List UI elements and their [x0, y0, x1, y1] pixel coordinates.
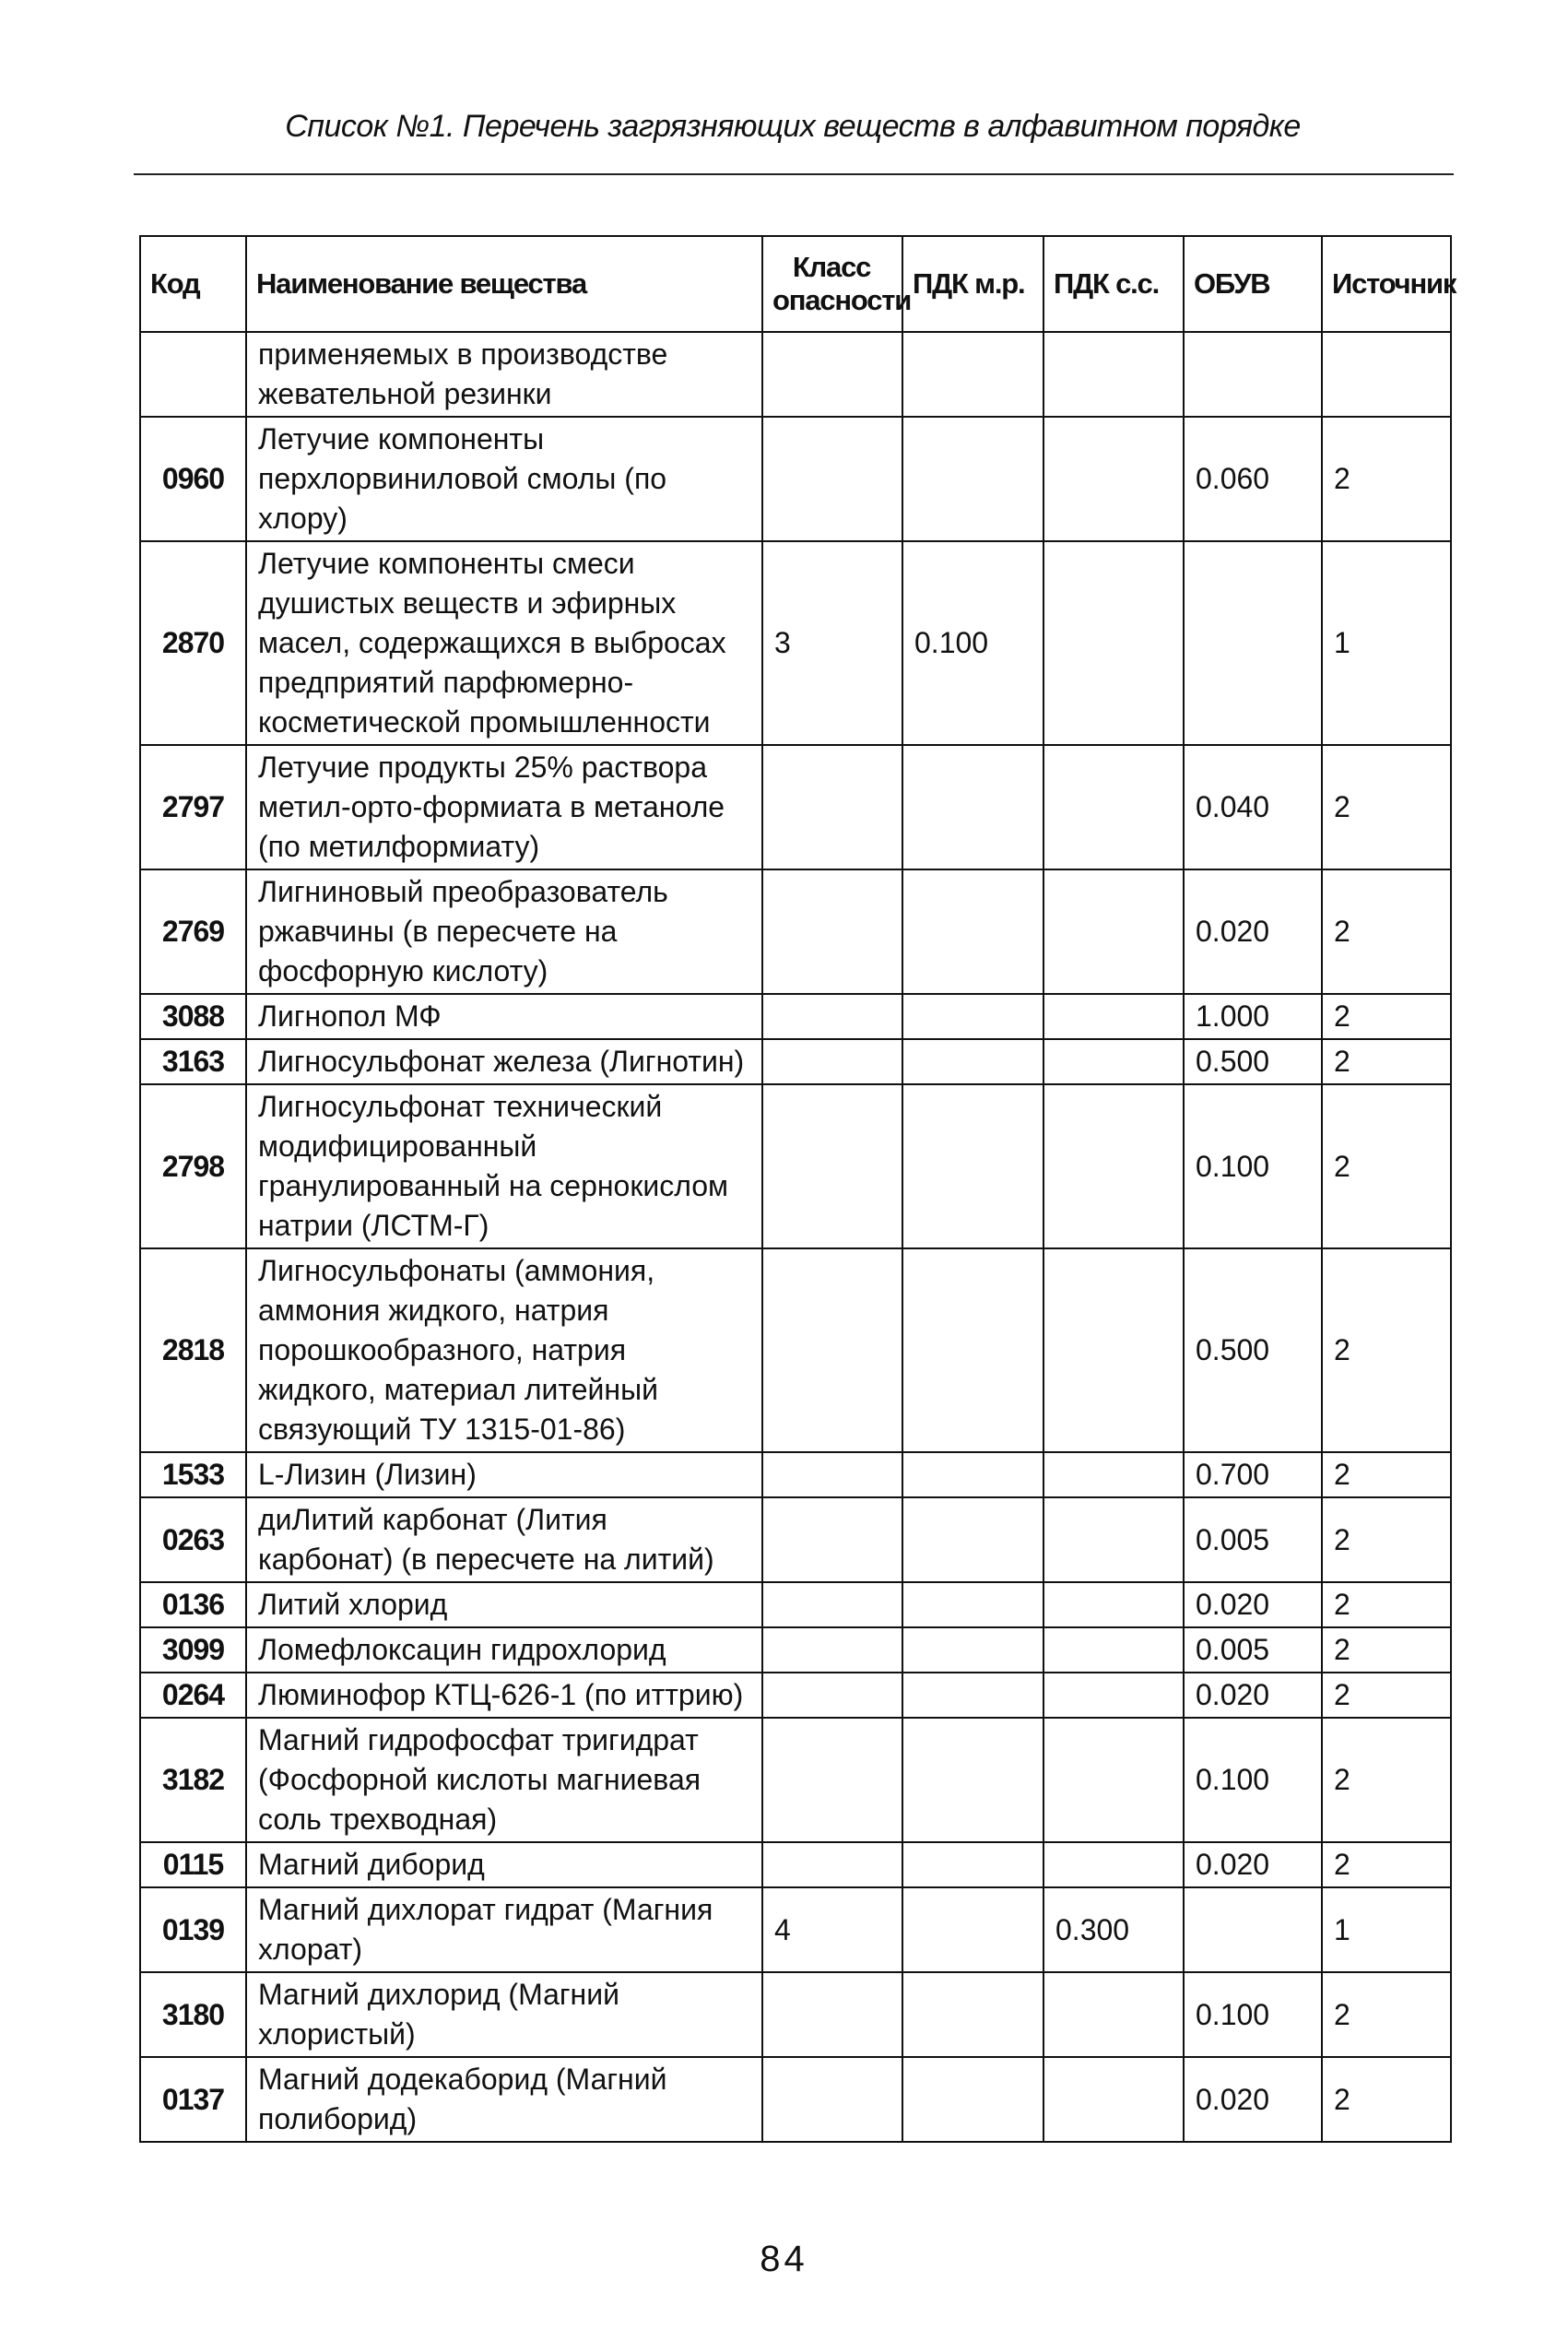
cell-pdk-ss	[1043, 1039, 1184, 1084]
cell-obuv: 0.020	[1184, 1582, 1322, 1627]
cell-obuv: 0.005	[1184, 1497, 1322, 1582]
cell-hazard-class	[762, 1084, 902, 1248]
cell-source: 2	[1322, 1452, 1451, 1497]
cell-obuv: 0.020	[1184, 1673, 1322, 1718]
cell-obuv: 0.005	[1184, 1627, 1322, 1673]
cell-source: 2	[1322, 869, 1451, 994]
column-header-code: Код	[140, 236, 246, 332]
cell-pdk-mr	[902, 1972, 1043, 2057]
cell-code: 3182	[140, 1718, 246, 1842]
cell-pdk-ss	[1043, 1673, 1184, 1718]
cell-obuv	[1184, 541, 1322, 745]
column-header-hazard-class: Класс опасности	[762, 236, 902, 332]
cell-obuv: 1.000	[1184, 994, 1322, 1039]
cell-hazard-class	[762, 1497, 902, 1582]
cell-pdk-ss	[1043, 2057, 1184, 2142]
table-row	[140, 1972, 1451, 2057]
cell-source: 2	[1322, 745, 1451, 869]
cell-name: L-Лизин (Лизин)	[246, 1452, 762, 1497]
cell-code: 3088	[140, 994, 246, 1039]
cell-hazard-class	[762, 1972, 902, 2057]
cell-name: Магний гидрофосфат тригидрат (Фосфорной кислоты магниевая соль трехводная)	[246, 1718, 762, 1842]
cell-hazard-class	[762, 1248, 902, 1452]
cell-pdk-ss	[1043, 1718, 1184, 1842]
table-row	[140, 541, 1451, 745]
cell-hazard-class	[762, 332, 902, 417]
cell-pdk-mr	[902, 1039, 1043, 1084]
cell-code: 3099	[140, 1627, 246, 1673]
table-row	[140, 1582, 1451, 1627]
cell-name: Ломефлоксацин гидрохлорид	[246, 1627, 762, 1673]
cell-pdk-mr	[902, 1497, 1043, 1582]
cell-pdk-ss	[1043, 1842, 1184, 1887]
cell-pdk-ss	[1043, 869, 1184, 994]
cell-obuv: 0.500	[1184, 1039, 1322, 1084]
cell-obuv: 0.020	[1184, 869, 1322, 994]
cell-pdk-ss	[1043, 994, 1184, 1039]
cell-pdk-mr	[902, 1084, 1043, 1248]
cell-pdk-mr	[902, 2057, 1043, 2142]
cell-obuv: 0.700	[1184, 1452, 1322, 1497]
cell-code: 2798	[140, 1084, 246, 1248]
cell-pdk-ss	[1043, 417, 1184, 541]
cell-pdk-mr	[902, 1627, 1043, 1673]
cell-pdk-mr	[902, 1582, 1043, 1627]
cell-pdk-ss	[1043, 1627, 1184, 1673]
table-row	[140, 2057, 1451, 2142]
cell-hazard-class	[762, 2057, 902, 2142]
cell-source: 2	[1322, 2057, 1451, 2142]
cell-pdk-ss	[1043, 745, 1184, 869]
page-header-title: Список №1. Перечень загрязняющих веществ в алфавитном порядке	[285, 109, 1301, 144]
cell-pdk-mr: 0.100	[902, 541, 1043, 745]
cell-pdk-ss	[1043, 541, 1184, 745]
cell-obuv: 0.100	[1184, 1972, 1322, 2057]
cell-code: 1533	[140, 1452, 246, 1497]
table-row	[140, 1497, 1451, 1582]
cell-name: Лигнопол МФ	[246, 994, 762, 1039]
cell-pdk-ss	[1043, 1582, 1184, 1627]
cell-name: Летучие компоненты перхлорвиниловой смолы (по хлору)	[246, 417, 762, 541]
cell-pdk-ss	[1043, 1084, 1184, 1248]
cell-obuv: 0.500	[1184, 1248, 1322, 1452]
column-header-name: Наименование вещества	[246, 236, 762, 332]
table-header	[140, 236, 1456, 332]
cell-pdk-mr	[902, 1248, 1043, 1452]
cell-source: 1	[1322, 1887, 1451, 1972]
cell-name: Лигносульфонат железа (Лигнотин)	[246, 1039, 762, 1084]
table-row	[140, 417, 1451, 541]
cell-source: 2	[1322, 1718, 1451, 1842]
cell-hazard-class	[762, 1718, 902, 1842]
cell-hazard-class	[762, 745, 902, 869]
cell-hazard-class	[762, 1842, 902, 1887]
cell-obuv	[1184, 332, 1322, 417]
cell-pdk-ss	[1043, 1452, 1184, 1497]
cell-pdk-mr	[902, 417, 1043, 541]
cell-hazard-class	[762, 869, 902, 994]
page-number: 84	[760, 2239, 808, 2279]
cell-hazard-class	[762, 1039, 902, 1084]
cell-source: 2	[1322, 1627, 1451, 1673]
cell-code: 2870	[140, 541, 246, 745]
cell-name: Лигносульфонаты (аммония, аммония жидкого, натрия порошкообразного, натрия жидкого, материал литейный связующий ТУ 1315-01-86)	[246, 1248, 762, 1452]
cell-code: 0960	[140, 417, 246, 541]
cell-pdk-mr	[902, 994, 1043, 1039]
cell-obuv: 0.020	[1184, 1842, 1322, 1887]
cell-hazard-class: 3	[762, 541, 902, 745]
table-row	[140, 869, 1451, 994]
cell-pdk-mr	[902, 869, 1043, 994]
cell-hazard-class	[762, 417, 902, 541]
cell-obuv: 0.100	[1184, 1718, 1322, 1842]
cell-pdk-ss	[1043, 1972, 1184, 2057]
table-row	[140, 994, 1451, 1039]
table-row	[140, 332, 1451, 417]
column-header-source: Источник	[1322, 236, 1451, 332]
cell-name: Люминофор КТЦ-626-1 (по иттрию)	[246, 1673, 762, 1718]
cell-name: диЛитий карбонат (Лития карбонат) (в пересчете на литий)	[246, 1497, 762, 1582]
cell-pdk-ss	[1043, 1497, 1184, 1582]
cell-pdk-mr	[902, 1842, 1043, 1887]
cell-name: Магний дихлорид (Магний хлористый)	[246, 1972, 762, 2057]
cell-name: Лигносульфонат технический модифицированный гранулированный на сернокислом натрии (ЛСТМ-Г)	[246, 1084, 762, 1248]
table-row	[140, 1248, 1451, 1452]
cell-code: 0139	[140, 1887, 246, 1972]
cell-hazard-class	[762, 1452, 902, 1497]
cell-code: 2797	[140, 745, 246, 869]
cell-source: 2	[1322, 1673, 1451, 1718]
cell-hazard-class	[762, 1673, 902, 1718]
cell-source: 1	[1322, 541, 1451, 745]
table-body	[140, 332, 1451, 2142]
cell-name: Магний додекаборид (Магний полиборид)	[246, 2057, 762, 2142]
cell-pdk-mr	[902, 1452, 1043, 1497]
cell-obuv: 0.040	[1184, 745, 1322, 869]
table-row	[140, 1084, 1451, 1248]
table-row	[140, 1887, 1451, 1972]
cell-source: 2	[1322, 1248, 1451, 1452]
cell-source: 2	[1322, 994, 1451, 1039]
column-header-pdk-ss: ПДК с.с.	[1043, 236, 1184, 332]
cell-name: применяемых в производстве жевательной резинки	[246, 332, 762, 417]
cell-source: 2	[1322, 1582, 1451, 1627]
cell-obuv: 0.060	[1184, 417, 1322, 541]
cell-pdk-ss	[1043, 1248, 1184, 1452]
cell-code: 0137	[140, 2057, 246, 2142]
cell-code: 3163	[140, 1039, 246, 1084]
cell-hazard-class: 4	[762, 1887, 902, 1972]
cell-pdk-mr	[902, 1673, 1043, 1718]
cell-hazard-class	[762, 1582, 902, 1627]
cell-name: Литий хлорид	[246, 1582, 762, 1627]
table-header-row	[140, 236, 1451, 332]
cell-obuv	[1184, 1887, 1322, 1972]
cell-source: 2	[1322, 1084, 1451, 1248]
cell-source: 2	[1322, 1972, 1451, 2057]
cell-name: Магний диборид	[246, 1842, 762, 1887]
cell-pdk-mr	[902, 745, 1043, 869]
cell-obuv: 0.020	[1184, 2057, 1322, 2142]
table-row	[140, 745, 1451, 869]
table-row	[140, 1452, 1451, 1497]
cell-code: 0264	[140, 1673, 246, 1718]
cell-name: Летучие компоненты смеси душистых веществ и эфирных масел, содержащихся в выбросах предприятий парфюмерно-косметической промышленности	[246, 541, 762, 745]
cell-code: 0263	[140, 1497, 246, 1582]
cell-code	[140, 332, 246, 417]
cell-hazard-class	[762, 1627, 902, 1673]
cell-pdk-mr	[902, 1718, 1043, 1842]
cell-source: 2	[1322, 1842, 1451, 1887]
cell-name: Летучие продукты 25% раствора метил-орто-формиата в метаноле (по метилформиату)	[246, 745, 762, 869]
cell-code: 0115	[140, 1842, 246, 1887]
cell-code: 2769	[140, 869, 246, 994]
cell-pdk-mr	[902, 332, 1043, 417]
table-row	[140, 1627, 1451, 1673]
cell-name: Лигниновый преобразователь ржавчины (в пересчете на фосфорную кислоту)	[246, 869, 762, 994]
cell-source: 2	[1322, 417, 1451, 541]
cell-source: 2	[1322, 1039, 1451, 1084]
cell-hazard-class	[762, 994, 902, 1039]
cell-source: 2	[1322, 1497, 1451, 1582]
table-row	[140, 1842, 1451, 1887]
cell-code: 3180	[140, 1972, 246, 2057]
column-header-pdk-mr: ПДК м.р.	[902, 236, 1043, 332]
cell-pdk-ss: 0.300	[1043, 1887, 1184, 1972]
column-header-obuv: ОБУВ	[1184, 236, 1322, 332]
substances-table	[139, 235, 1456, 2143]
table-row	[140, 1718, 1451, 1842]
cell-pdk-ss	[1043, 332, 1184, 417]
cell-code: 2818	[140, 1248, 246, 1452]
table-row	[140, 1673, 1451, 1718]
cell-name: Магний дихлорат гидрат (Магния хлорат)	[246, 1887, 762, 1972]
cell-pdk-mr	[902, 1887, 1043, 1972]
cell-code: 0136	[140, 1582, 246, 1627]
cell-source	[1322, 332, 1451, 417]
table-row	[140, 1039, 1451, 1084]
header-divider	[134, 173, 1454, 175]
cell-obuv: 0.100	[1184, 1084, 1322, 1248]
